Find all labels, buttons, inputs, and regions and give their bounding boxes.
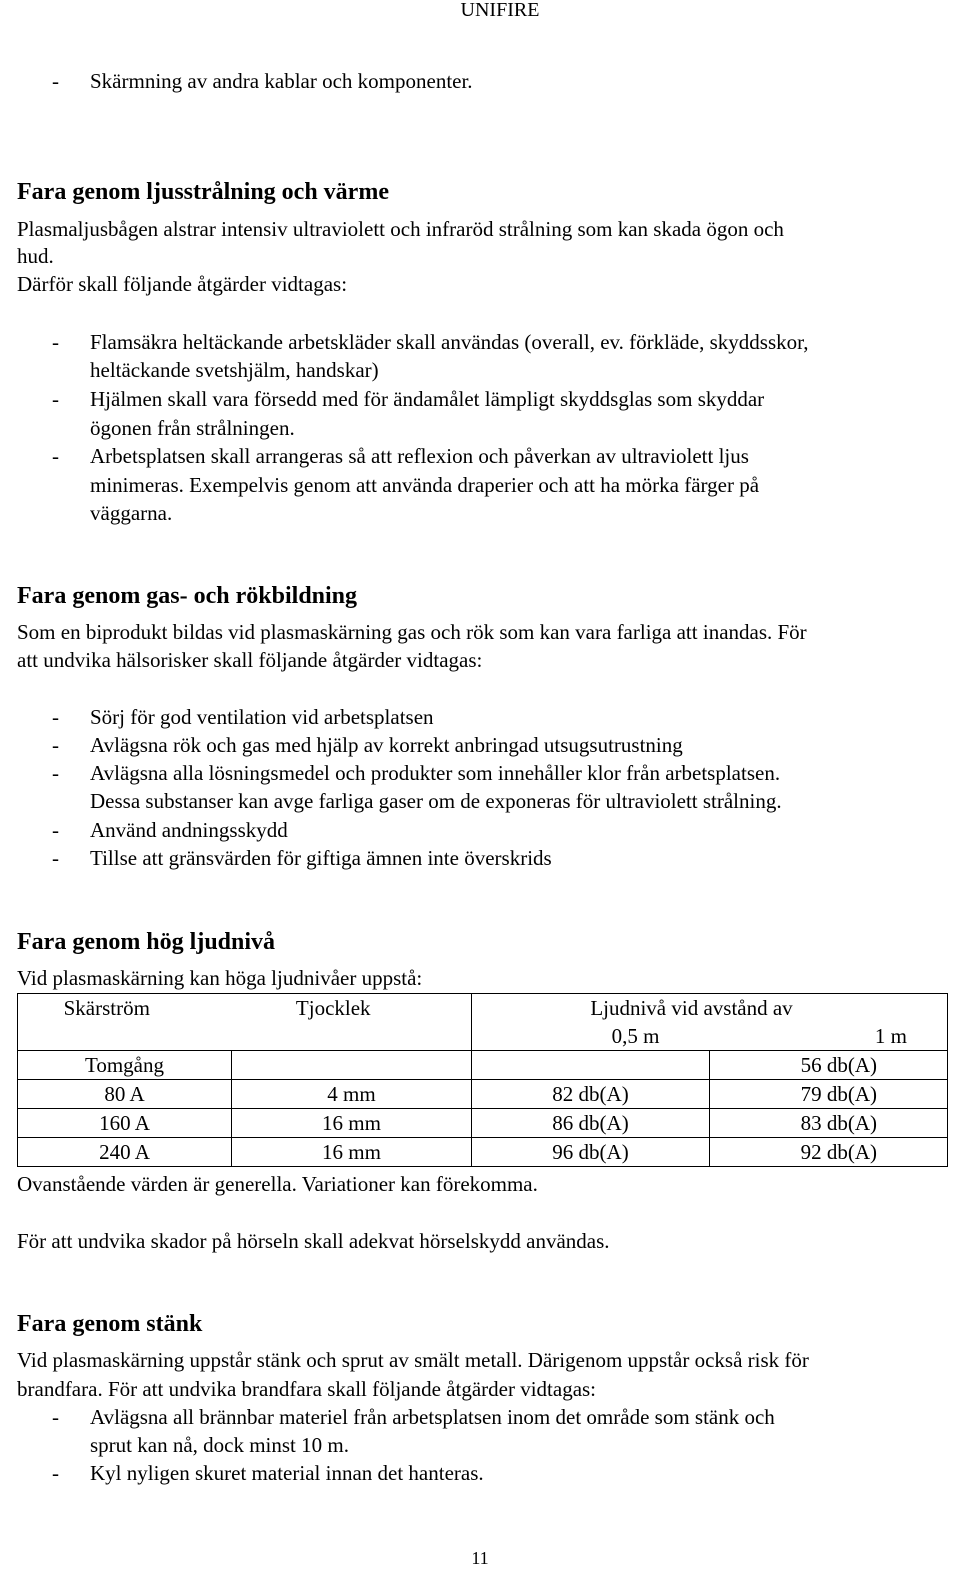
paragraph-line: Därför skall följande åtgärder vidtagas: bbox=[17, 272, 348, 296]
column-header-current: Skärström bbox=[18, 994, 232, 1023]
paragraph-line: hud. bbox=[17, 244, 54, 268]
table-cell: 92 db(A) bbox=[710, 1138, 948, 1167]
list-item: Kyl nyligen skuret material innan det hanteras. bbox=[90, 1461, 484, 1485]
paragraph-line: Vid plasmaskärning kan höga ljudnivåer uppstå: bbox=[17, 966, 423, 990]
running-header: UNIFIRE bbox=[460, 0, 540, 21]
list-item: Tillse att gränsvärden för giftiga ämnen inte överskrids bbox=[90, 846, 552, 870]
page-number: 11 bbox=[471, 1548, 489, 1568]
bullet-dash: - bbox=[52, 1405, 59, 1429]
paragraph-line: Vid plasmaskärning uppstår stänk och sprut av smält metall. Därigenom uppstår också risk för bbox=[17, 1348, 809, 1372]
bullet-dash: - bbox=[52, 733, 59, 757]
table-cell: 16 mm bbox=[232, 1109, 472, 1138]
table-cell: 56 db(A) bbox=[710, 1051, 948, 1080]
table-cell: 96 db(A) bbox=[472, 1138, 710, 1167]
table-cell: 82 db(A) bbox=[472, 1080, 710, 1109]
list-item: Sörj för god ventilation vid arbetsplatsen bbox=[90, 705, 434, 729]
list-item: Arbetsplatsen skall arrangeras så att reflexion och påverkan av ultraviolett ljus bbox=[90, 444, 749, 468]
section-heading-spatter: Fara genom stänk bbox=[17, 1311, 203, 1337]
distance-header: 0,5 m bbox=[472, 1022, 710, 1051]
list-item: Använd andningsskydd bbox=[90, 818, 288, 842]
list-item: Avlägsna alla lösningsmedel och produkter som innehåller klor från arbetsplatsen. bbox=[90, 761, 781, 785]
list-item-continuation: Dessa substanser kan avge farliga gaser om de exponeras för ultraviolett strålning. bbox=[90, 789, 782, 813]
bullet-dash: - bbox=[52, 846, 59, 870]
list-item-continuation: sprut kan nå, dock minst 10 m. bbox=[90, 1433, 349, 1457]
table-row bbox=[18, 1080, 948, 1109]
paragraph-line: brandfara. För att undvika brandfara skall följande åtgärder vidtagas: bbox=[17, 1377, 597, 1401]
table-cell: 160 A bbox=[18, 1109, 232, 1138]
table-cell: 83 db(A) bbox=[710, 1109, 948, 1138]
table-cell: 240 A bbox=[18, 1138, 232, 1167]
table-cell bbox=[472, 1051, 710, 1080]
paragraph-line: Plasmaljusbågen alstrar intensiv ultraviolett och infraröd strålning som kan skada ögon och bbox=[17, 217, 784, 241]
list-item: Flamsäkra heltäckande arbetskläder skall användas (overall, ev. förkläde, skyddsskor, bbox=[90, 330, 809, 354]
list-item-continuation: heltäckande svetshjälm, handskar) bbox=[90, 358, 379, 382]
list-item-continuation: minimeras. Exempelvis genom att använda draperier och att ha mörka färger på bbox=[90, 473, 760, 497]
column-header-level: Ljudnivå vid avstånd av bbox=[472, 994, 948, 1023]
noise-level-table bbox=[17, 993, 948, 1167]
table-cell: Tomgång bbox=[18, 1051, 232, 1080]
table-row bbox=[18, 1051, 948, 1080]
column-header-thickness: Tjocklek bbox=[232, 994, 472, 1023]
table-cell: 86 db(A) bbox=[472, 1109, 710, 1138]
distance-header: 1 m bbox=[710, 1022, 948, 1051]
paragraph-line: För att undvika skador på hörseln skall adekvat hörselskydd användas. bbox=[17, 1229, 610, 1253]
bullet-dash: - bbox=[52, 69, 59, 93]
list-item: Avlägsna all brännbar materiel från arbetsplatsen inom det område som stänk och bbox=[90, 1405, 775, 1429]
bullet-dash: - bbox=[52, 387, 59, 411]
paragraph-line: att undvika hälsorisker skall följande åtgärder vidtagas: bbox=[17, 648, 483, 672]
section-heading-noise: Fara genom hög ljudnivå bbox=[17, 929, 276, 955]
table-cell: 79 db(A) bbox=[710, 1080, 948, 1109]
section-heading-light: Fara genom ljusstrålning och värme bbox=[17, 179, 389, 205]
bullet-dash: - bbox=[52, 761, 59, 785]
list-item-continuation: väggarna. bbox=[90, 501, 173, 525]
table-row bbox=[18, 1138, 948, 1167]
section-heading-gas: Fara genom gas- och rökbildning bbox=[17, 583, 358, 609]
bullet-dash: - bbox=[52, 330, 59, 354]
list-item-continuation: ögonen från strålningen. bbox=[90, 416, 295, 440]
table-cell: 4 mm bbox=[232, 1080, 472, 1109]
table-cell bbox=[232, 1051, 472, 1080]
bullet-dash: - bbox=[52, 444, 59, 468]
paragraph-line: Ovanstående värden är generella. Variationer kan förekomma. bbox=[17, 1172, 538, 1196]
list-item: Hjälmen skall vara försedd med för ändamålet lämpligt skyddsglas som skyddar bbox=[90, 387, 765, 411]
bullet-dash: - bbox=[52, 705, 59, 729]
list-item: Skärmning av andra kablar och komponenter. bbox=[90, 69, 473, 93]
list-item: Avlägsna rök och gas med hjälp av korrekt anbringad utsugsutrustning bbox=[90, 733, 683, 757]
table-cell: 80 A bbox=[18, 1080, 232, 1109]
table-cell: 16 mm bbox=[232, 1138, 472, 1167]
bullet-dash: - bbox=[52, 818, 59, 842]
bullet-dash: - bbox=[52, 1461, 59, 1485]
paragraph-line: Som en biprodukt bildas vid plasmaskärning gas och rök som kan vara farliga att inandas. För bbox=[17, 620, 807, 644]
table-header-row bbox=[18, 994, 948, 1023]
table-row bbox=[18, 1109, 948, 1138]
table-subheader-row bbox=[18, 1022, 948, 1051]
